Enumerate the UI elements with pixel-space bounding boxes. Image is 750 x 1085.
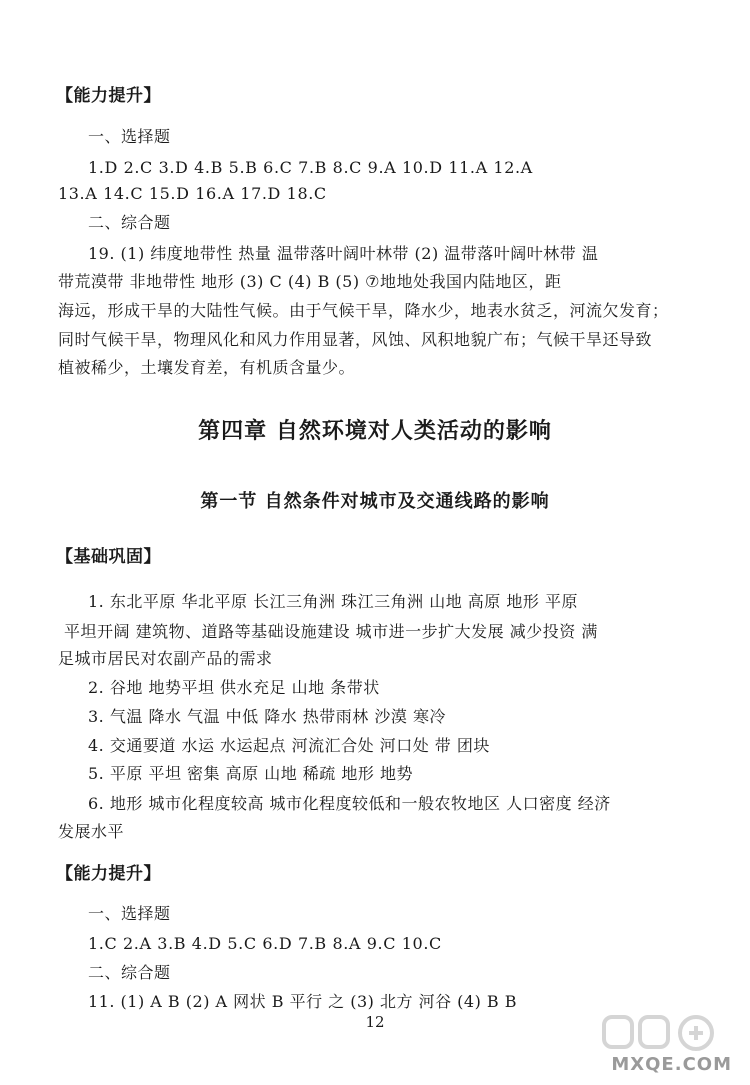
answer-line: 13.A 14.C 15.D 16.A 17.D 18.C bbox=[58, 184, 327, 203]
answer-line: 海远，形成干旱的大陆性气候。由于气候干旱，降水少，地表水贫乏，河流欠发育； bbox=[58, 301, 669, 320]
subheading-comprehensive: 二、综合题 bbox=[88, 963, 171, 982]
answer-line: 植被稀少，土壤发育差，有机质含量少。 bbox=[58, 358, 356, 377]
subheading-choice: 一、选择题 bbox=[88, 127, 171, 146]
answer-line: 2. 谷地 地势平坦 供水充足 山地 条带状 bbox=[88, 678, 380, 697]
section-title: 第一节 自然条件对城市及交通线路的影响 bbox=[200, 491, 550, 512]
answer-line: 足城市居民对农副产品的需求 bbox=[58, 649, 273, 668]
section-heading-basic: 【基础巩固】 bbox=[56, 547, 161, 567]
answer-line: 带荒漠带 非地带性 地形 (3) C (4) B (5) ⑦地地处我国内陆地区，距 bbox=[58, 272, 562, 291]
answer-line: 1.D 2.C 3.D 4.B 5.B 6.C 7.B 8.C 9.A 10.D 11.A 12.A bbox=[88, 158, 533, 177]
answer-line: 4. 交通要道 水运 水运起点 河流汇合处 河口处 带 团块 bbox=[88, 736, 490, 755]
answer-line: 1. 东北平原 华北平原 长江三角洲 珠江三角洲 山地 高原 地形 平原 bbox=[88, 592, 578, 611]
section-heading-ability: 【能力提升】 bbox=[56, 86, 161, 106]
answer-line: 6. 地形 城市化程度较高 城市化程度较低和一般农牧地区 人口密度 经济 bbox=[88, 794, 611, 813]
subheading-comprehensive: 二、综合题 bbox=[88, 213, 171, 232]
answer-line: 11. (1) A B (2) A 网状 B 平行 之 (3) 北方 河谷 (4) B B bbox=[88, 992, 518, 1011]
answer-line: 发展水平 bbox=[58, 822, 125, 841]
answer-line: 平坦开阔 建筑物、道路等基础设施建设 城市进一步扩大发展 减少投资 满 bbox=[64, 622, 598, 641]
answer-line: 3. 气温 降水 气温 中低 降水 热带雨林 沙漠 寒冷 bbox=[88, 707, 446, 726]
answer-line: 19. (1) 纬度地带性 热量 温带落叶阔叶林带 (2) 温带落叶阔叶林带 温 bbox=[88, 244, 599, 263]
answer-line: 同时气候干旱，物理风化和风力作用显著，风蚀、风积地貌广布；气候干旱还导致 bbox=[58, 330, 653, 349]
page-number: 12 bbox=[365, 1013, 385, 1031]
subheading-choice: 一、选择题 bbox=[88, 904, 171, 923]
chapter-title: 第四章 自然环境对人类活动的影响 bbox=[198, 419, 552, 444]
section-heading-ability: 【能力提升】 bbox=[56, 864, 161, 884]
watermark-text: MXQE.COM bbox=[611, 1054, 732, 1075]
answer-line: 5. 平原 平坦 密集 高原 山地 稀疏 地形 地势 bbox=[88, 764, 413, 783]
answer-line: 1.C 2.A 3.B 4.D 5.C 6.D 7.B 8.A 9.C 10.C bbox=[88, 934, 442, 953]
